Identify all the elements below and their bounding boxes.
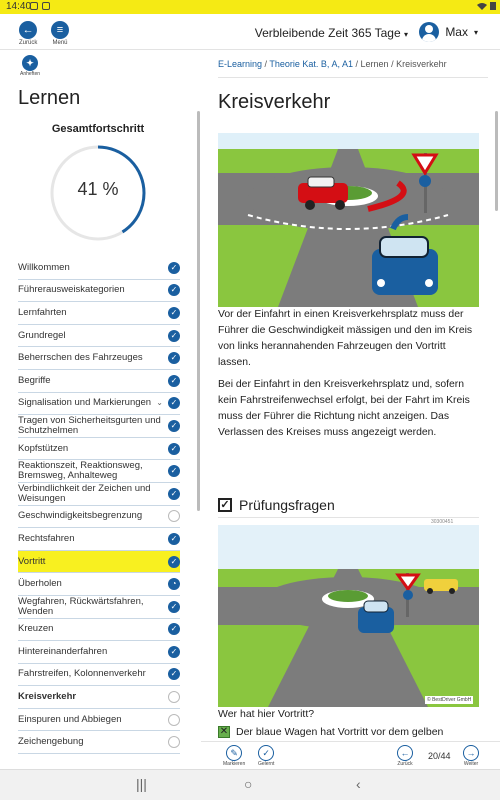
lesson-label: Lernfahrten xyxy=(18,306,67,318)
lesson-item[interactable] xyxy=(18,302,180,325)
breadcrumb xyxy=(218,59,488,78)
lesson-item[interactable] xyxy=(18,280,180,303)
lesson-label: Kreisverkehr xyxy=(18,691,77,703)
check-circle-icon: ◔ xyxy=(168,578,180,590)
next-button[interactable] xyxy=(463,745,479,767)
sidebar xyxy=(0,51,200,767)
arrow-left-icon: ← xyxy=(397,745,413,761)
lesson-label: Reaktionszeit, Reaktionsweg, Bremsweg, Anhalteweg xyxy=(18,460,143,482)
time-left-dropdown[interactable] xyxy=(255,26,408,40)
roundabout-illustration xyxy=(218,133,479,307)
lesson-item[interactable] xyxy=(18,641,180,664)
battery-icon xyxy=(490,1,496,10)
hamburger-icon: ≡ xyxy=(51,21,69,39)
lesson-label: Kreuzen xyxy=(18,623,54,635)
lesson-label: Rechtsfahren xyxy=(18,532,75,544)
bottom-toolbar xyxy=(201,741,500,769)
lesson-item[interactable] xyxy=(18,347,180,370)
check-circle-icon: ✓ xyxy=(168,397,180,409)
lesson-item[interactable] xyxy=(18,731,180,754)
check-circle-icon: ✓ xyxy=(168,488,180,500)
lesson-label: Hintereinanderfahren xyxy=(18,645,108,657)
check-circle-icon: ✓ xyxy=(168,262,180,274)
back-nav-icon[interactable]: ‹ xyxy=(356,776,361,792)
home-icon[interactable]: ○ xyxy=(244,776,253,792)
lesson-item[interactable] xyxy=(18,460,180,483)
user-menu[interactable] xyxy=(419,22,478,42)
empty-circle-icon xyxy=(168,510,180,522)
notification-icon xyxy=(30,2,38,10)
sidebar-title: Lernen xyxy=(18,87,81,109)
check-circle-icon: ✓ xyxy=(168,330,180,342)
lesson-item[interactable] xyxy=(18,686,180,709)
breadcrumb-elearning[interactable]: E-Learning xyxy=(218,59,263,69)
learned-label: Gelernt xyxy=(258,761,275,767)
check-circle-icon: ✓ xyxy=(168,646,180,658)
breadcrumb-current: Kreisverkehr xyxy=(396,59,447,69)
lesson-label: Kopfstützen xyxy=(18,442,69,454)
progress-value: 41 % xyxy=(77,179,119,199)
lesson-item[interactable] xyxy=(18,573,180,596)
question-text: Wer hat hier Vortritt? xyxy=(218,708,315,720)
empty-circle-icon xyxy=(168,736,180,748)
check-circle-icon: ✓ xyxy=(168,623,180,635)
page-title: Kreisverkehr xyxy=(218,91,331,113)
main-content xyxy=(201,51,500,741)
question-illustration xyxy=(218,525,479,707)
lesson-label: Signalisation und Markierungen xyxy=(18,397,152,409)
caret-down-icon: ▾ xyxy=(473,27,478,37)
lesson-label: Fahrstreifen, Kolonnenverkehr xyxy=(18,668,146,680)
lesson-item[interactable] xyxy=(18,664,180,687)
check-circle-icon: ✓ xyxy=(168,556,180,568)
check-icon: ✓ xyxy=(258,745,274,761)
lesson-item[interactable] xyxy=(18,438,180,461)
breadcrumb-separator: / xyxy=(355,59,358,69)
questions-header-label: Prüfungsfragen xyxy=(239,496,335,513)
lesson-item[interactable] xyxy=(18,528,180,551)
lesson-item[interactable] xyxy=(18,596,180,619)
lesson-list xyxy=(18,257,180,754)
lesson-label: Tragen von Sicherheitsgurten und Schutzhelmen xyxy=(18,414,161,436)
lesson-label: Verbindlichkeit der Zeichen und Weisungen xyxy=(18,482,151,504)
prev-button[interactable] xyxy=(397,745,413,767)
pin-label: Anheften xyxy=(20,71,41,77)
lesson-item[interactable] xyxy=(18,415,180,438)
status-bar xyxy=(0,0,500,14)
recents-icon[interactable]: ||| xyxy=(136,776,147,792)
lesson-item[interactable] xyxy=(18,325,180,348)
content-paragraph-2: Bei der Einfahrt in den Kreisverkehrsplatz und, sofern kein Fahrstreifenwechsel erfolgt, bei der Fahrt im Kreis muss der Führer die Richtung nicht anzeigen. Das Verlassen des Kreises muss angezeigt werden. xyxy=(218,379,470,438)
checkbox-checked-icon: ✓ xyxy=(218,498,232,512)
lesson-label: Willkommen xyxy=(18,261,70,273)
back-button[interactable] xyxy=(19,21,37,46)
lesson-label: Überholen xyxy=(18,578,62,590)
check-circle-icon: ✓ xyxy=(168,420,180,432)
check-circle-icon: ✓ xyxy=(168,533,180,545)
chevron-down-icon[interactable]: ⌄ xyxy=(156,398,163,408)
questions-header xyxy=(218,492,479,518)
learned-button[interactable] xyxy=(258,745,274,767)
system-nav-bar xyxy=(0,769,500,800)
check-circle-icon: ✓ xyxy=(168,443,180,455)
lesson-item[interactable] xyxy=(18,506,180,529)
check-circle-icon: ✓ xyxy=(168,375,180,387)
check-circle-icon: ✓ xyxy=(168,284,180,296)
menu-button[interactable] xyxy=(51,21,69,46)
lesson-label: Wegfahren, Rückwärtsfahren, Wenden xyxy=(18,595,144,617)
checkbox-x-icon[interactable]: ✕ xyxy=(219,726,229,737)
lesson-item[interactable] xyxy=(18,393,180,416)
pencil-icon: ✎ xyxy=(226,745,242,761)
breadcrumb-theorie[interactable]: Theorie Kat. B, A, A1 xyxy=(269,59,353,69)
lesson-label: Einspuren und Abbiegen xyxy=(18,713,122,725)
pin-icon: ✦ xyxy=(22,55,38,71)
lesson-label: Vortritt xyxy=(18,555,46,567)
mark-button[interactable] xyxy=(223,745,245,767)
lesson-label: Grundregel xyxy=(18,329,66,341)
status-time: 14:40 xyxy=(6,1,32,12)
top-bar xyxy=(0,14,500,50)
lesson-item[interactable] xyxy=(18,370,180,393)
breadcrumb-separator: / xyxy=(264,59,268,69)
next-label: Weiter xyxy=(463,761,479,767)
answer-option[interactable] xyxy=(218,726,443,738)
lesson-label: Führerausweiskategorien xyxy=(18,284,125,296)
notification-icon xyxy=(42,2,50,10)
lesson-label: Geschwindigkeitsbegrenzung xyxy=(18,510,143,522)
wifi-icon xyxy=(477,2,487,10)
lesson-item[interactable] xyxy=(18,257,180,280)
empty-circle-icon xyxy=(168,714,180,726)
caret-down-icon: ▾ xyxy=(403,30,408,39)
content-paragraph-1: Vor der Einfahrt in einen Kreisverkehrsplatz muss der Führer die Geschwindigkeit mässigen und den im Kreis von links herannahenden Fahrzeugen den Vortritt lassen. xyxy=(218,309,473,368)
lesson-label: Zeichengebung xyxy=(18,736,84,748)
lesson-label: Begriffe xyxy=(18,374,51,386)
prev-label: Zurück xyxy=(397,761,413,767)
breadcrumb-lernen: Lernen xyxy=(360,59,389,69)
page-counter: 20/44 xyxy=(428,751,451,761)
check-circle-icon: ✓ xyxy=(168,307,180,319)
user-name: Max xyxy=(445,25,468,39)
sidebar-scrollbar[interactable] xyxy=(197,111,200,511)
copyright-label: © BestDriver GmbH xyxy=(427,697,472,703)
arrow-left-icon: ← xyxy=(19,21,37,39)
main-scrollbar[interactable] xyxy=(495,111,498,211)
answer-text: Der blaue Wagen hat Vortritt vor dem gelben xyxy=(236,726,444,738)
pin-button[interactable] xyxy=(20,55,40,77)
lesson-label: Beherrschen des Fahrzeuges xyxy=(18,352,143,364)
arrow-right-icon: → xyxy=(463,745,479,761)
avatar xyxy=(419,22,439,42)
mark-label: Markieren xyxy=(223,761,246,767)
lesson-item[interactable] xyxy=(18,483,180,506)
lesson-item[interactable] xyxy=(18,551,180,574)
question-id: 30300451 xyxy=(431,519,454,525)
back-label: Zurück xyxy=(19,40,38,46)
progress-label: Gesamtfortschritt xyxy=(51,123,145,135)
lesson-item[interactable] xyxy=(18,709,180,732)
check-circle-icon: ✓ xyxy=(168,668,180,680)
breadcrumb-separator: / xyxy=(391,59,394,69)
check-circle-icon: ✓ xyxy=(168,465,180,477)
check-circle-icon: ✓ xyxy=(168,352,180,364)
menu-label: Menü xyxy=(52,40,68,46)
empty-circle-icon xyxy=(168,691,180,703)
time-left-text: Verbleibende Zeit 365 Tage xyxy=(254,26,401,40)
lesson-item[interactable] xyxy=(18,619,180,642)
check-circle-icon: ✓ xyxy=(168,601,180,613)
